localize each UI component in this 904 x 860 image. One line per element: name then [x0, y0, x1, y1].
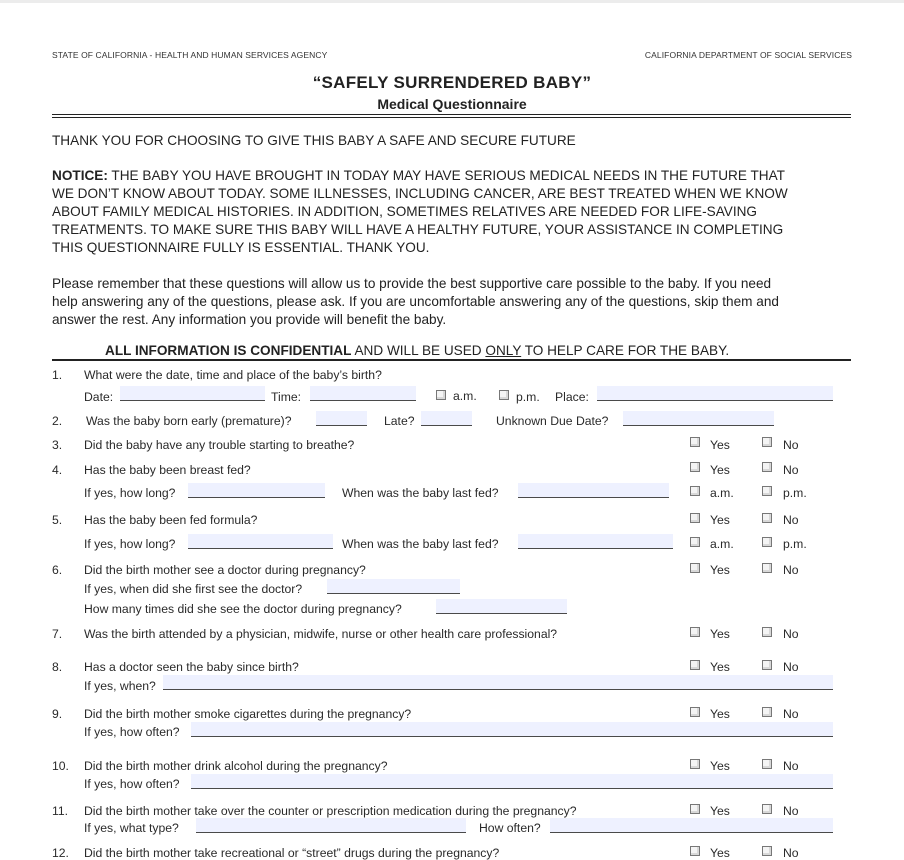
notice-text: THE BABY YOU HAVE BROUGHT IN TODAY MAY HAVE SERIOUS MEDICAL NEEDS IN THE FUTURE THAT: [111, 168, 785, 183]
first-doctor-visit-field[interactable]: [327, 579, 460, 594]
no-checkbox[interactable]: [762, 627, 772, 637]
confidential-only: ONLY: [485, 343, 522, 358]
doctor-visit-count-field[interactable]: [436, 599, 567, 614]
top-edge-shade: [0, 0, 904, 3]
no-label: No: [783, 660, 799, 674]
no-checkbox[interactable]: [762, 846, 772, 856]
question-number: 2.: [52, 414, 63, 428]
question-number: 7.: [52, 627, 63, 641]
yes-label: Yes: [710, 759, 730, 773]
yes-label: Yes: [710, 627, 730, 641]
unknown-due-date-field[interactable]: [623, 411, 774, 426]
notice-label: NOTICE:: [52, 168, 108, 183]
last-fed-label: When was the baby last fed?: [342, 537, 499, 551]
question-text: Did the birth mother see a doctor during pregnancy?: [84, 563, 366, 577]
no-checkbox[interactable]: [762, 437, 772, 447]
how-long-label: If yes, how long?: [84, 537, 176, 551]
breastfed-last-fed-field[interactable]: [518, 483, 669, 498]
formula-last-fed-field[interactable]: [518, 534, 673, 549]
yes-checkbox[interactable]: [690, 707, 700, 717]
yes-checkbox[interactable]: [690, 759, 700, 769]
birth-place-field[interactable]: [597, 386, 833, 401]
remember-paragraph: [52, 275, 851, 329]
am-label: a.m.: [710, 537, 734, 551]
doctor-seen-when-field[interactable]: [163, 675, 833, 690]
yes-label: Yes: [710, 846, 730, 860]
yes-checkbox[interactable]: [690, 846, 700, 856]
question-text: Did the birth mother smoke cigarettes during the pregnancy?: [84, 707, 412, 721]
question-number: 10.: [52, 759, 69, 773]
notice-line: THIS QUESTIONNAIRE FULLY IS ESSENTIAL. THANK YOU.: [52, 240, 430, 255]
question-text: Has the baby been breast fed?: [84, 463, 251, 477]
question-text: Has a doctor seen the baby since birth?: [84, 660, 299, 674]
am-checkbox[interactable]: [690, 486, 700, 496]
no-label: No: [783, 707, 799, 721]
yes-label: Yes: [710, 707, 730, 721]
pm-checkbox[interactable]: [762, 537, 772, 547]
pm-label: p.m.: [783, 537, 807, 551]
no-checkbox[interactable]: [762, 804, 772, 814]
how-often-label: If yes, how often?: [84, 725, 180, 739]
confidential-bold: ALL INFORMATION IS CONFIDENTIAL: [105, 343, 352, 358]
notice-paragraph: [52, 167, 851, 257]
question-number: 3.: [52, 438, 63, 452]
yes-label: Yes: [710, 463, 730, 477]
no-checkbox[interactable]: [762, 462, 772, 472]
question-text: Was the baby born early (premature)?: [86, 414, 292, 428]
notice-line: ABOUT FAMILY MEDICAL HISTORIES. IN ADDITION, SOMETIMES RELATIVES ARE NEEDED FOR LIFE-SAVING: [52, 204, 758, 219]
question-text: Was the birth attended by a physician, midwife, nurse or other health care professional?: [84, 627, 558, 641]
form-subtitle: Medical Questionnaire: [377, 96, 527, 112]
yes-label: Yes: [710, 513, 730, 527]
premature-field[interactable]: [316, 411, 367, 426]
am-checkbox[interactable]: [436, 390, 446, 400]
question-text: Has the baby been fed formula?: [84, 513, 258, 527]
question-number: 5.: [52, 513, 63, 527]
last-fed-label: When was the baby last fed?: [342, 486, 499, 500]
yes-checkbox[interactable]: [690, 804, 700, 814]
yes-checkbox[interactable]: [690, 627, 700, 637]
notice-line: [52, 167, 851, 185]
date-label: Date:: [84, 390, 114, 404]
confidential-text: AND WILL BE USED: [351, 343, 486, 358]
question-number: 8.: [52, 660, 63, 674]
am-label: a.m.: [453, 389, 477, 403]
birth-date-field[interactable]: [120, 386, 265, 401]
yes-label: Yes: [710, 563, 730, 577]
yes-checkbox[interactable]: [690, 563, 700, 573]
agency-right-label: CALIFORNIA DEPARTMENT OF SOCIAL SERVICES: [644, 50, 852, 60]
question-text: Did the birth mother drink alcohol during the pregnancy?: [84, 759, 388, 773]
question-number: 9.: [52, 707, 63, 721]
no-label: No: [783, 804, 799, 818]
how-often-label: If yes, how often?: [84, 777, 180, 791]
title-rule-top: [52, 114, 851, 115]
breastfed-how-long-field[interactable]: [188, 483, 325, 498]
no-checkbox[interactable]: [762, 707, 772, 717]
medication-type-label: If yes, what type?: [84, 821, 179, 835]
smoking-frequency-field[interactable]: [191, 722, 833, 737]
no-label: No: [783, 846, 799, 860]
question-number: 11.: [52, 804, 69, 818]
no-checkbox[interactable]: [762, 660, 772, 670]
confidential-notice: [105, 342, 729, 360]
formula-how-long-field[interactable]: [188, 534, 333, 549]
no-label: No: [783, 627, 799, 641]
yes-checkbox[interactable]: [690, 462, 700, 472]
question-text: What were the date, time and place of the baby’s birth?: [84, 368, 382, 382]
section-rule: [52, 359, 851, 361]
no-label: No: [783, 759, 799, 773]
no-checkbox[interactable]: [762, 759, 772, 769]
pm-label: p.m.: [783, 486, 807, 500]
remember-line: answer the rest. Any information you provide will benefit the baby.: [52, 312, 447, 327]
time-label: Time:: [271, 390, 302, 404]
no-checkbox[interactable]: [762, 563, 772, 573]
yes-checkbox[interactable]: [690, 437, 700, 447]
remember-line: Please remember that these questions will allow us to provide the best supportive care possible to the baby. If you need: [52, 276, 772, 291]
notice-line: WE DON’T KNOW ABOUT TODAY. SOME ILLNESSES, INCLUDING CANCER, ARE BEST TREATED WHEN WE KNOW: [52, 186, 788, 201]
medication-how-often-label: How often?: [479, 821, 541, 835]
place-label: Place:: [555, 390, 589, 404]
yes-checkbox[interactable]: [690, 513, 700, 523]
yes-label: Yes: [710, 660, 730, 674]
question-number: 6.: [52, 563, 63, 577]
yes-label: Yes: [710, 804, 730, 818]
visit-count-label: How many times did she see the doctor during pregnancy?: [84, 602, 402, 616]
confidential-text: TO HELP CARE FOR THE BABY.: [521, 343, 730, 358]
am-label: a.m.: [710, 486, 734, 500]
remember-line: help answering any of the questions, please ask. If you are uncomfortable answering any of the questions, skip them and: [52, 294, 779, 309]
alcohol-frequency-field[interactable]: [191, 774, 833, 789]
how-long-label: If yes, how long?: [84, 486, 176, 500]
yes-label: Yes: [710, 438, 730, 452]
medication-frequency-field[interactable]: [550, 818, 833, 833]
question-text: Did the birth mother take over the counter or prescription medication during the pregnancy?: [84, 804, 577, 818]
question-number: 12.: [52, 846, 69, 860]
question-text: Did the birth mother take recreational or “street” drugs during the pregnancy?: [84, 846, 500, 860]
pm-checkbox[interactable]: [762, 486, 772, 496]
birth-time-field[interactable]: [310, 386, 416, 401]
question-number: 1.: [52, 368, 63, 382]
when-label: If yes, when?: [84, 679, 156, 693]
medication-type-field[interactable]: [196, 818, 466, 833]
question-text: Did the baby have any trouble starting to breathe?: [84, 438, 355, 452]
no-checkbox[interactable]: [762, 513, 772, 523]
late-label: Late?: [384, 414, 415, 428]
unknown-due-date-label: Unknown Due Date?: [496, 414, 609, 428]
thank-you-line: THANK YOU FOR CHOOSING TO GIVE THIS BABY A SAFE AND SECURE FUTURE: [52, 133, 576, 148]
question-number: 4.: [52, 463, 63, 477]
form-title: “SAFELY SURRENDERED BABY”: [312, 73, 592, 92]
first-visit-label: If yes, when did she first see the doctor?: [84, 582, 303, 596]
no-label: No: [783, 463, 799, 477]
pm-checkbox[interactable]: [499, 390, 509, 400]
pm-label: p.m.: [516, 390, 540, 404]
no-label: No: [783, 513, 799, 527]
yes-checkbox[interactable]: [690, 660, 700, 670]
notice-line: TREATMENTS. TO MAKE SURE THIS BABY WILL HAVE A HEALTHY FUTURE, YOUR ASSISTANCE IN COMPLETING: [52, 222, 784, 237]
title-rule-bottom: [52, 117, 851, 118]
no-label: No: [783, 563, 799, 577]
late-field[interactable]: [421, 411, 472, 426]
am-checkbox[interactable]: [690, 537, 700, 547]
no-label: No: [783, 438, 799, 452]
agency-left-label: STATE OF CALIFORNIA - HEALTH AND HUMAN SERVICES AGENCY: [52, 50, 328, 60]
